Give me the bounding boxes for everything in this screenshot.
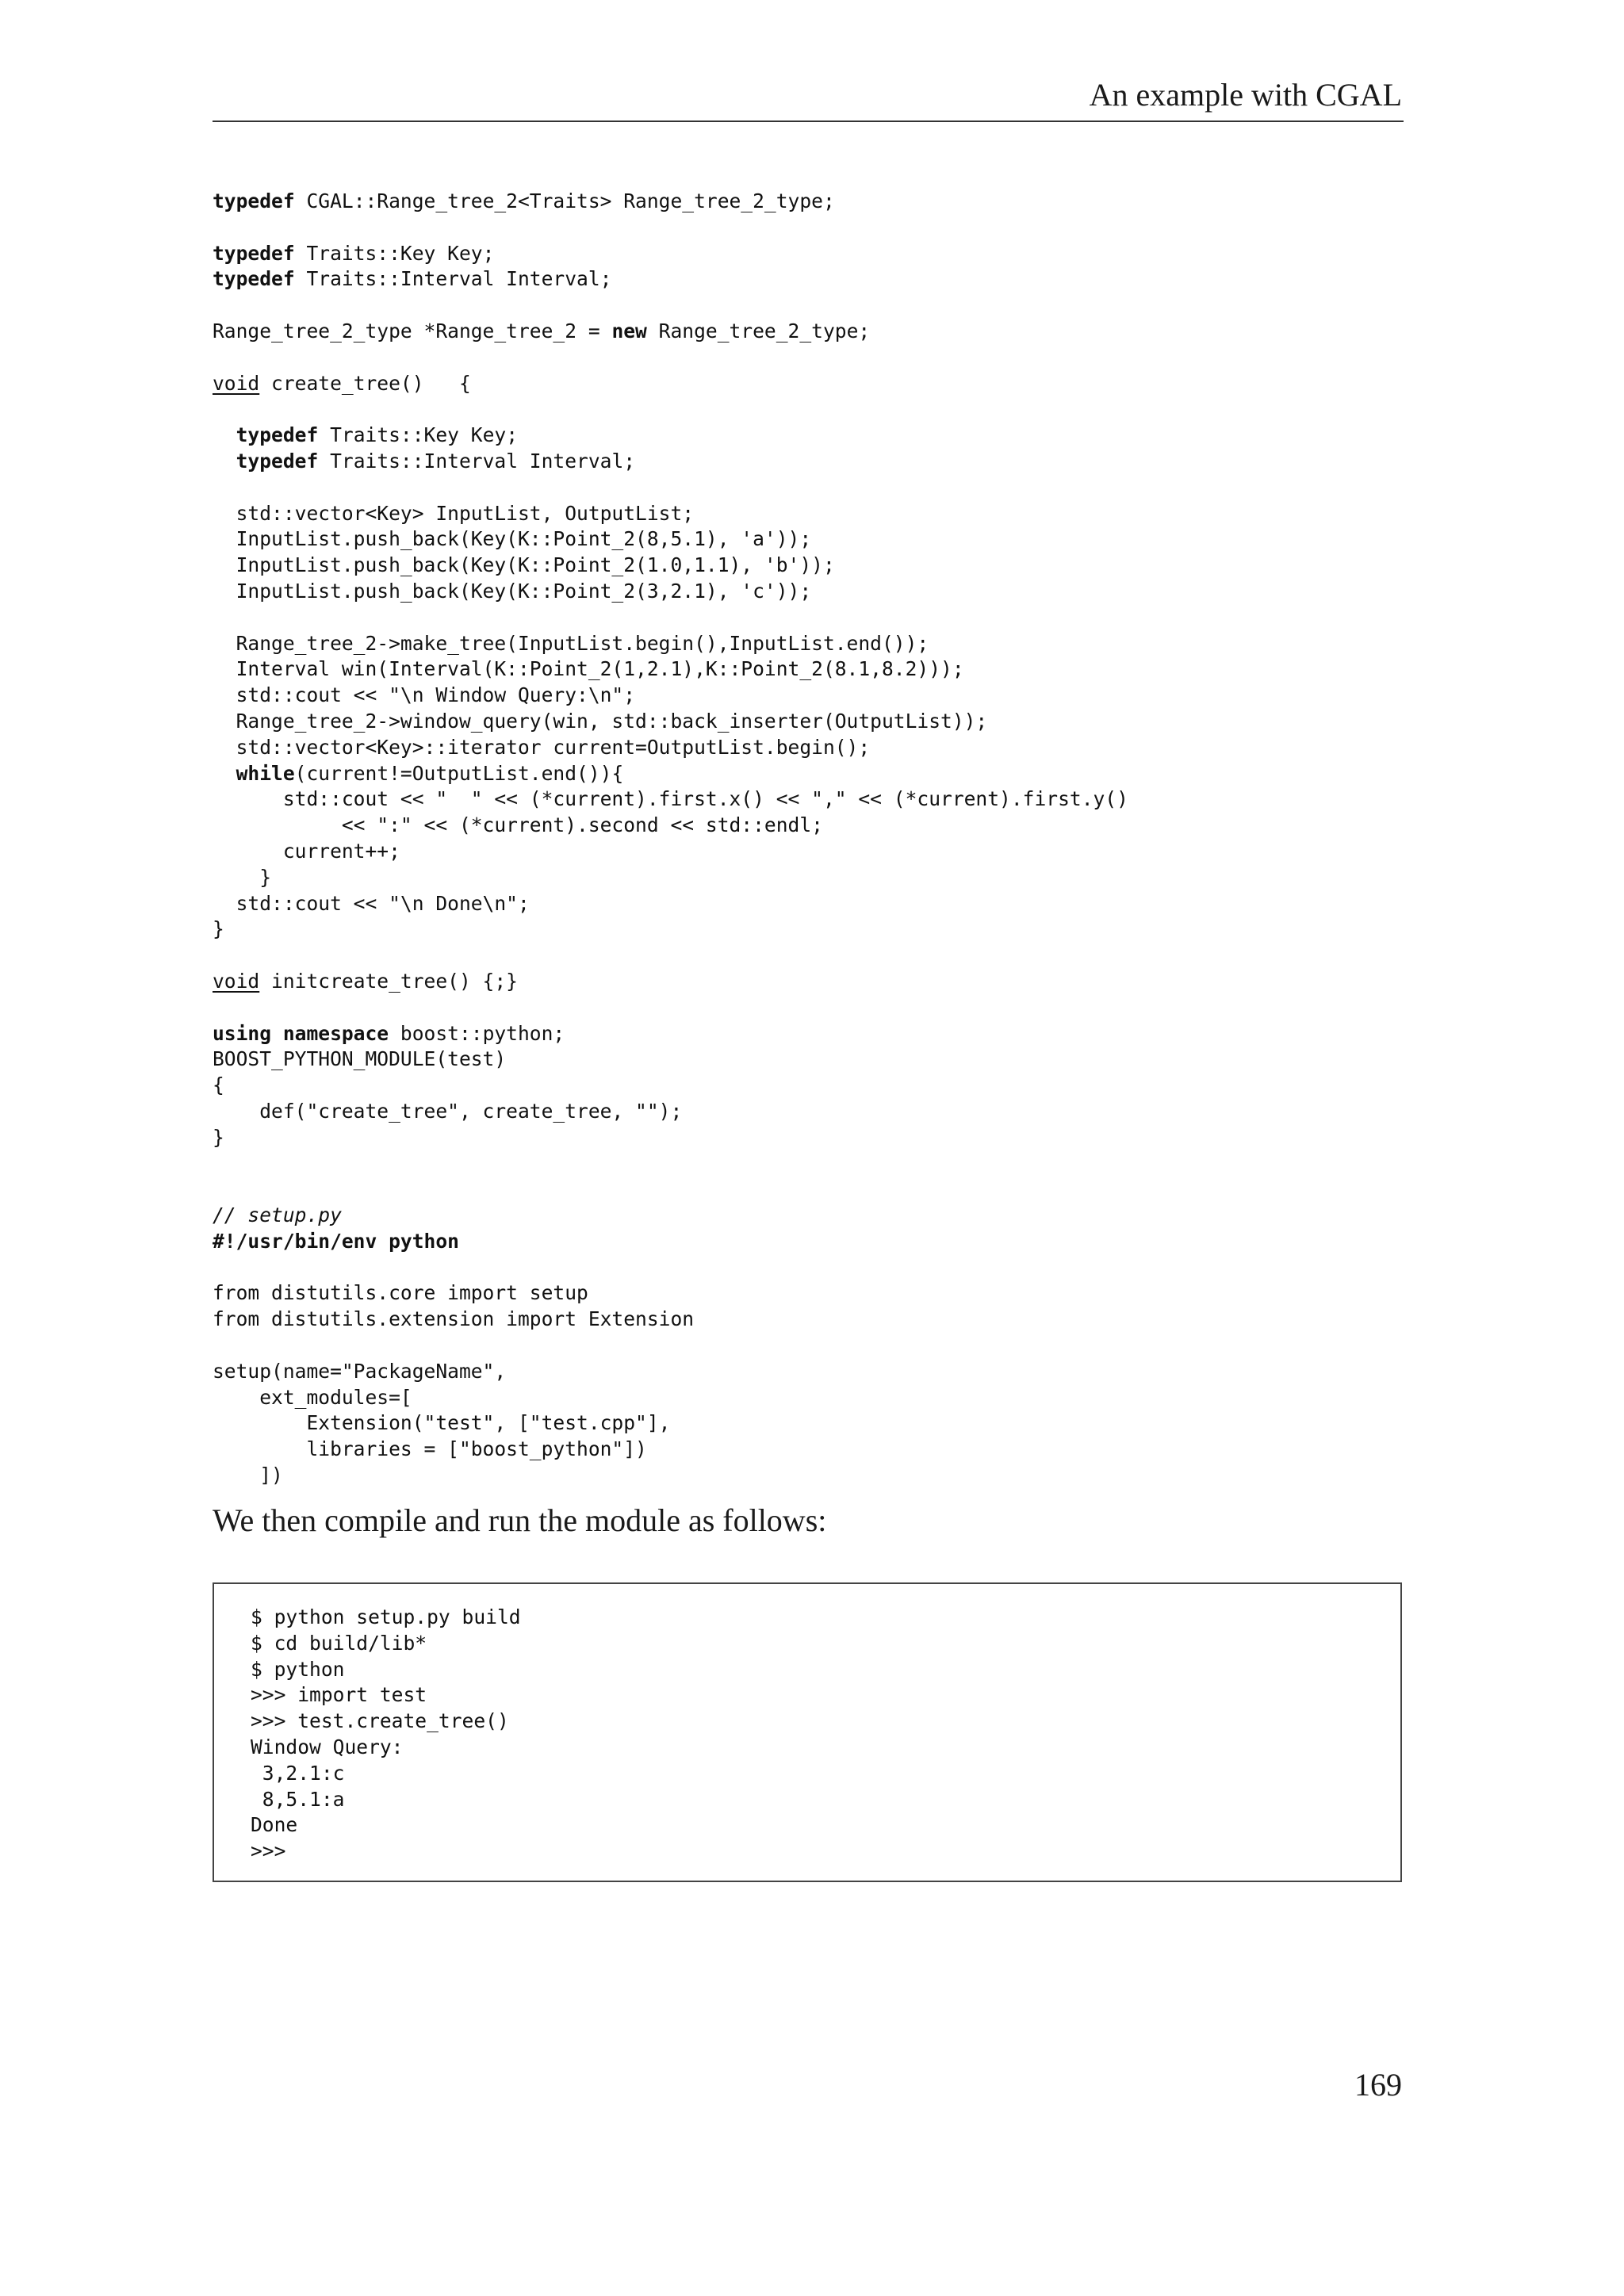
code-line xyxy=(213,423,1128,449)
code-text: Traits::Key Key; xyxy=(294,241,495,265)
code-line xyxy=(213,839,1128,865)
code-line xyxy=(213,1150,1128,1177)
terminal-line: >>> xyxy=(251,1839,286,1863)
code-text: create_tree() { xyxy=(259,371,471,395)
code-line xyxy=(213,526,1128,553)
code-text: } xyxy=(213,917,224,941)
code-text: setup(name="PackageName", xyxy=(213,1359,507,1383)
terminal-line: 8,5.1:a xyxy=(251,1787,345,1811)
code-line xyxy=(213,396,1128,423)
code-line xyxy=(213,1047,1128,1073)
code-text: Extension("test", ["test.cpp"], xyxy=(213,1411,671,1435)
terminal-session-text xyxy=(251,1605,521,1865)
code-type: void xyxy=(213,371,260,395)
code-line xyxy=(213,1359,1128,1385)
code-text: std::cout << "\n Done\n"; xyxy=(213,891,530,915)
code-text: InputList.push_back(Key(K::Point_2(3,2.1), 'c')); xyxy=(213,579,812,603)
code-line xyxy=(213,1437,1128,1463)
code-line xyxy=(213,553,1128,579)
code-line xyxy=(213,579,1128,605)
code-keyword: typedef xyxy=(213,267,295,291)
code-text: Traits::Interval Interval; xyxy=(318,449,636,473)
code-keyword: typedef xyxy=(213,189,295,212)
code-line xyxy=(213,319,1128,345)
terminal-line: $ python xyxy=(251,1657,345,1681)
code-line xyxy=(213,631,1128,657)
code-line xyxy=(213,1463,1128,1489)
terminal-line: >>> test.create_tree() xyxy=(251,1709,509,1733)
code-text: ]) xyxy=(213,1464,283,1487)
code-line xyxy=(213,656,1128,683)
code-keyword: using namespace xyxy=(213,1021,389,1045)
code-text: (current!=OutputList.end()){ xyxy=(294,761,624,785)
code-text: boost::python; xyxy=(389,1021,565,1045)
code-type: void xyxy=(213,969,260,993)
code-line xyxy=(213,605,1128,631)
terminal-line: $ cd build/lib* xyxy=(251,1631,427,1655)
code-line xyxy=(213,293,1128,319)
code-text: from distutils.core import setup xyxy=(213,1281,588,1305)
code-line xyxy=(213,475,1128,501)
code-line xyxy=(213,1229,1128,1255)
running-header: An example with CGAL xyxy=(1089,77,1402,113)
code-text: std::cout << " " << (*current).first.x() << "," << (*current).first.y() xyxy=(213,787,1128,811)
code-line xyxy=(213,761,1128,787)
code-text: CGAL::Range_tree_2<Traits> Range_tree_2_type; xyxy=(294,189,835,212)
code-line xyxy=(213,1021,1128,1047)
code-line xyxy=(213,813,1128,839)
code-line xyxy=(213,189,1128,215)
code-text: Range_tree_2->make_tree(InputList.begin(),InputList.end()); xyxy=(213,631,929,655)
code-line xyxy=(213,1203,1128,1229)
code-line xyxy=(213,735,1128,761)
code-text: std::cout << "\n Window Query:\n"; xyxy=(213,683,636,707)
code-line xyxy=(213,865,1128,891)
code-text: } xyxy=(213,865,272,889)
code-keyword: new xyxy=(611,319,647,342)
code-text: Traits::Key Key; xyxy=(318,423,518,447)
code-line xyxy=(213,215,1128,241)
code-line xyxy=(213,1125,1128,1151)
code-line xyxy=(213,786,1128,813)
code-text xyxy=(213,762,236,785)
code-line xyxy=(213,1333,1128,1359)
code-text: InputList.push_back(Key(K::Point_2(1.0,1.1), 'b')); xyxy=(213,553,835,577)
code-keyword: while xyxy=(236,761,295,785)
code-text: Interval win(Interval(K::Point_2(1,2.1),K::Point_2(8.1,8.2))); xyxy=(213,657,964,681)
code-text: Range_tree_2_type; xyxy=(646,319,871,342)
code-line xyxy=(213,1073,1128,1099)
terminal-line: $ python setup.py build xyxy=(251,1605,521,1628)
code-text: << ":" << (*current).second << std::endl; xyxy=(213,813,823,837)
code-text: initcreate_tree() {;} xyxy=(259,969,518,993)
code-text: ext_modules=[ xyxy=(213,1385,412,1409)
terminal-line: 3,2.1:c xyxy=(251,1761,345,1785)
code-text: InputList.push_back(Key(K::Point_2(8,5.1), 'a')); xyxy=(213,527,812,551)
code-text: libraries = ["boost_python"]) xyxy=(213,1437,647,1461)
code-text: std::vector<Key>::iterator current=OutputList.begin(); xyxy=(213,735,871,759)
code-text: def("create_tree", create_tree, ""); xyxy=(213,1099,683,1123)
code-comment: // setup.py xyxy=(213,1203,342,1227)
terminal-line: Done xyxy=(251,1813,298,1837)
code-text xyxy=(213,450,236,473)
code-line xyxy=(213,683,1128,709)
code-line xyxy=(213,1177,1128,1203)
body-paragraph: We then compile and run the module as follows: xyxy=(213,1502,827,1538)
terminal-line: >>> import test xyxy=(251,1683,427,1707)
code-text: { xyxy=(213,1073,224,1097)
code-line xyxy=(213,501,1128,527)
code-keyword: typedef xyxy=(236,423,319,447)
code-line xyxy=(213,1099,1128,1125)
code-text: BOOST_PYTHON_MODULE(test) xyxy=(213,1047,507,1071)
code-line xyxy=(213,1280,1128,1307)
code-keyword: #!/usr/bin/env python xyxy=(213,1229,459,1253)
terminal-line: Window Query: xyxy=(251,1735,404,1758)
code-keyword: typedef xyxy=(213,241,295,265)
code-keyword: typedef xyxy=(236,449,319,473)
code-text: Range_tree_2->window_query(win, std::back_inserter(OutputList)); xyxy=(213,709,988,733)
code-listing xyxy=(213,189,1128,1489)
code-line xyxy=(213,969,1128,995)
code-line xyxy=(213,943,1128,969)
code-line xyxy=(213,1255,1128,1281)
code-line xyxy=(213,1410,1128,1437)
code-line xyxy=(213,241,1128,267)
code-line xyxy=(213,995,1128,1021)
code-text: Traits::Interval Interval; xyxy=(294,267,612,291)
page-number: 169 xyxy=(1354,2067,1402,2103)
code-text: Range_tree_2_type *Range_tree_2 = xyxy=(213,319,612,342)
code-line xyxy=(213,266,1128,293)
code-text: from distutils.extension import Extension xyxy=(213,1307,695,1331)
code-line xyxy=(213,709,1128,735)
code-line xyxy=(213,1385,1128,1411)
header-rule xyxy=(213,121,1404,122)
code-text: current++; xyxy=(213,839,400,863)
code-line xyxy=(213,891,1128,917)
code-line xyxy=(213,345,1128,371)
code-line xyxy=(213,371,1128,397)
code-line xyxy=(213,916,1128,943)
terminal-session-box xyxy=(213,1582,1402,1882)
code-line xyxy=(213,449,1128,475)
code-text: } xyxy=(213,1125,224,1149)
code-text: std::vector<Key> InputList, OutputList; xyxy=(213,501,695,525)
code-text xyxy=(213,423,236,446)
code-line xyxy=(213,1307,1128,1333)
